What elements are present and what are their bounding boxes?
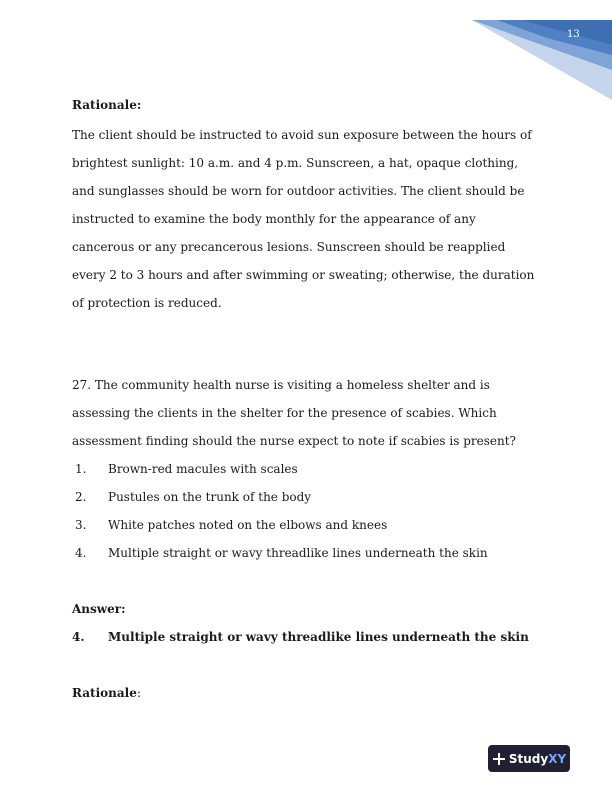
rationale-2-heading [72,686,141,700]
plus-icon [492,752,506,766]
logo-xy-text: XY [548,751,567,766]
rationale-line: instructed to examine the body monthly for the appearance of any [72,212,476,226]
question-line: assessing the clients in the shelter for the presence of scabies. Which [72,406,497,420]
rationale-heading: Rationale: [72,98,142,112]
rationale-line: and sunglasses should be worn for outdoor activities. The client should be [72,184,525,198]
option-text: Pustules on the trunk of the body [108,490,312,504]
rationale-line: cancerous or any precancerous lesions. Sunscreen should be reapplied [72,240,506,254]
option-text: Multiple straight or wavy threadlike lines underneath the skin [108,546,488,560]
option-number: 2. [75,490,87,504]
rationale-line: The client should be instructed to avoid sun exposure between the hours of [72,128,532,142]
option-number: 3. [75,518,87,532]
rationale-line: every 2 to 3 hours and after swimming or sweating; otherwise, the duration [72,268,535,282]
rationale-line: of protection is reduced. [72,296,222,310]
question-line: 27. The community health nurse is visiting a homeless shelter and is [72,378,490,392]
question-line: assessment finding should the nurse expect to note if scabies is present? [72,434,516,448]
studyxy-logo [488,745,570,772]
option-number: 1. [75,462,87,476]
logo-study-text: Study [508,751,549,766]
option-number: 4. [75,546,87,560]
answer-text: Multiple straight or wavy threadlike lines underneath the skin [108,630,529,644]
page-number: 13 [567,29,580,40]
option-text: Brown-red macules with scales [108,462,298,476]
rationale-line: brightest sunlight: 10 a.m. and 4 p.m. Sunscreen, a hat, opaque clothing, [72,156,519,170]
answer-number: 4. [72,630,85,644]
rationale-2-label: Rationale [72,686,137,700]
rationale-2-colon: : [136,686,141,700]
corner-decoration [472,0,612,100]
answer-heading: Answer: [72,602,126,616]
option-text: White patches noted on the elbows and knees [108,518,388,532]
